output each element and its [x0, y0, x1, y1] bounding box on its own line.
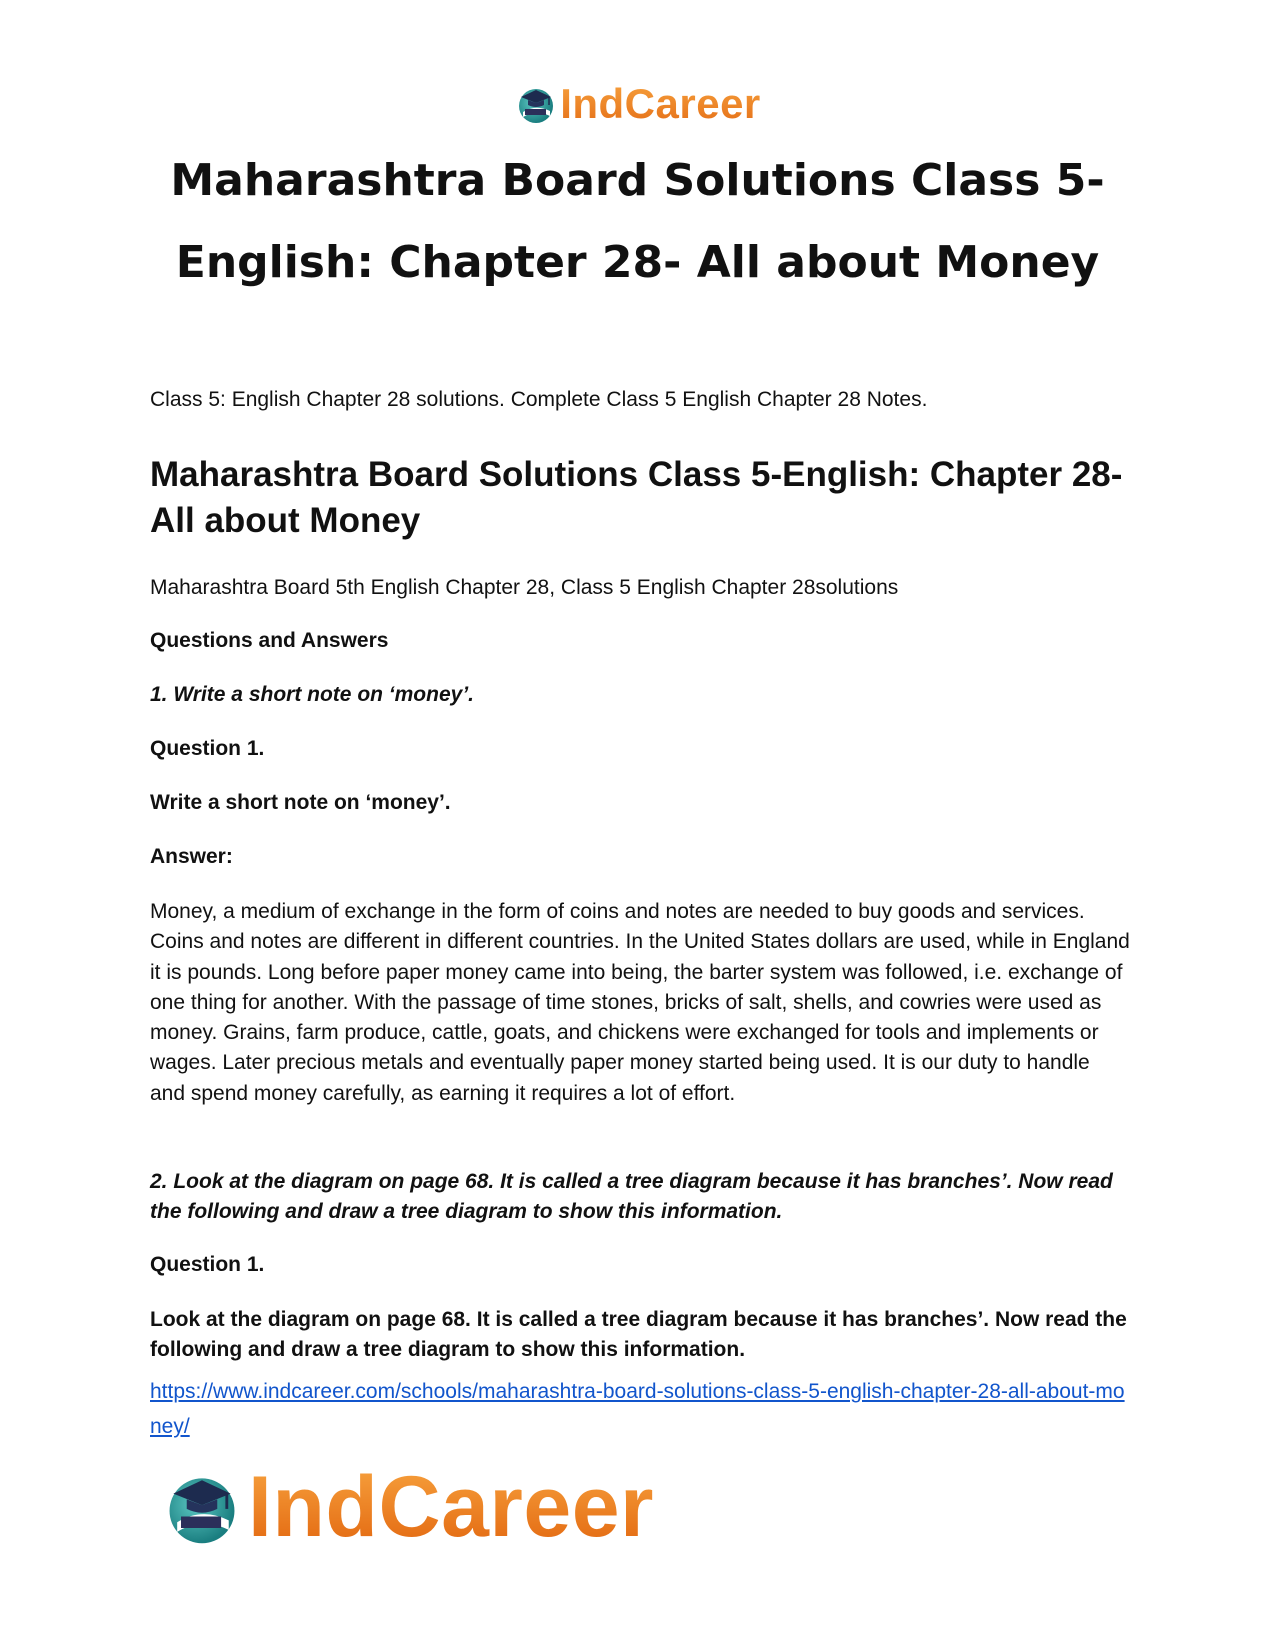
answer-body: Money, a medium of exchange in the form of coins and notes are needed to buy goods and services. Coins and notes are different in different countries. In the United States dollars are used, while in England it is pounds. Long before paper money came into being, the barter system was followed, i.e. exchange of one thing for another. With the passage of time stones, bricks of salt, shells, and cowries were used as money. Grains, farm produce, cattle, goats, and chickens were exchanged for tools and implements or wages. Later precious metals and eventually paper money started being used. It is our duty to handle and spend money carefully, as earning it requires a lot of effort.	[150, 900, 1130, 1105]
question-2-label: Question 1.	[150, 1253, 265, 1276]
qa-heading: Questions and Answers	[150, 629, 389, 652]
graduation-cap-globe-icon	[160, 1465, 244, 1549]
intro-text: Class 5: English Chapter 28 solutions. Complete Class 5 English Chapter 28 Notes.	[150, 388, 928, 411]
question-2-text: Look at the diagram on page 68. It is called a tree diagram because it has branches’. Now read the following and draw a tree diagram to show this information.	[150, 1308, 1127, 1361]
question-1-label: Question 1.	[150, 737, 265, 760]
question-2-prompt: 2. Look at the diagram on page 68. It is called a tree diagram because it has branches’. Now read the following and draw a tree diagram to show this information.	[150, 1170, 1113, 1223]
answer-label: Answer:	[150, 845, 233, 868]
brand-wordmark: IndCareer	[560, 80, 761, 127]
logo-top	[0, 80, 1275, 128]
graduation-cap-globe-icon	[514, 82, 558, 126]
logo-bottom	[160, 1459, 654, 1555]
section-heading: Maharashtra Board Solutions Class 5-English: Chapter 28- All about Money	[150, 455, 1123, 540]
question-1-text: Write a short note on ‘money’.	[150, 791, 451, 814]
brand-wordmark-large: IndCareer	[248, 1459, 654, 1555]
page-title: Maharashtra Board Solutions Class 5-English: Chapter 28- All about Money	[170, 155, 1105, 288]
subline-text: Maharashtra Board 5th English Chapter 28, Class 5 English Chapter 28solutions	[150, 576, 899, 599]
source-url	[150, 1374, 1130, 1444]
source-link[interactable]: https://www.indcareer.com/schools/maharashtra-board-solutions-class-5-english-chapter-28-all-about-money/	[150, 1380, 1125, 1438]
question-1-prompt: 1. Write a short note on ‘money’.	[150, 683, 474, 706]
